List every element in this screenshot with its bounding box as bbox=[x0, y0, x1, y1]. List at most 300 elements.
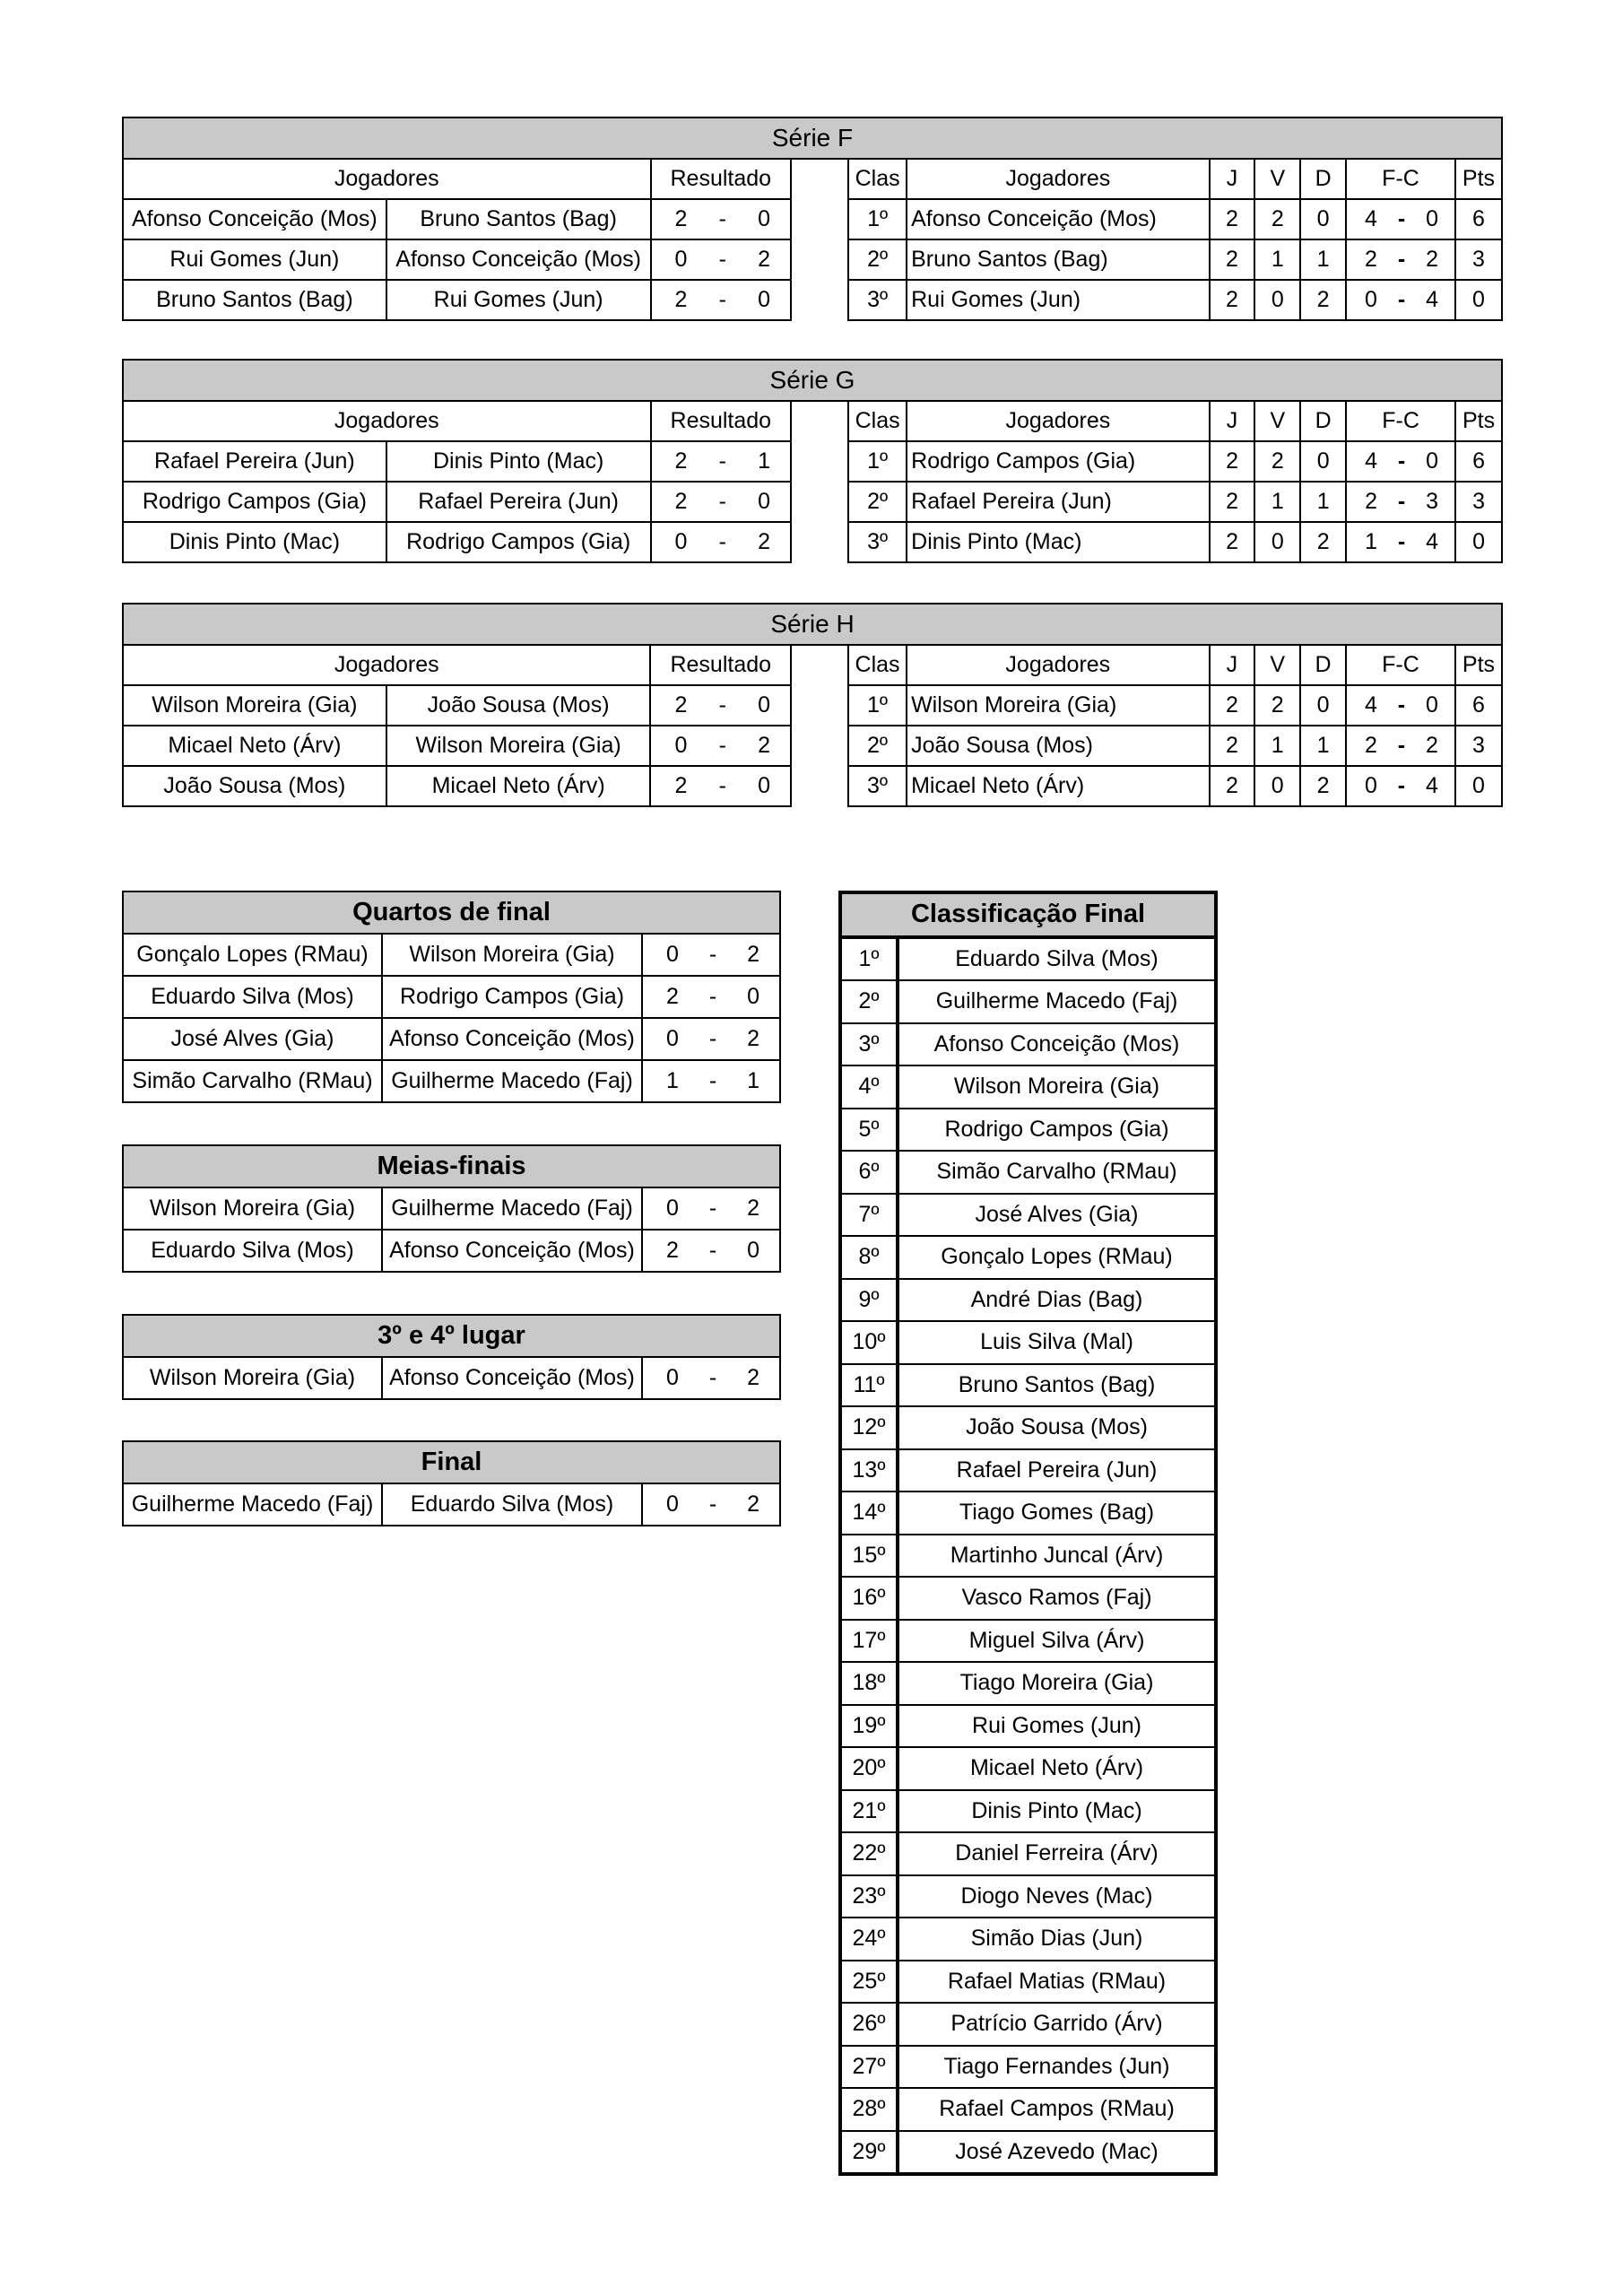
classification-player: Gonçalo Lopes (RMau) bbox=[898, 1236, 1216, 1279]
header-j: J bbox=[1210, 159, 1255, 199]
header-d: D bbox=[1300, 645, 1346, 685]
final-classification-table bbox=[838, 891, 1218, 2176]
series-row bbox=[123, 482, 1502, 522]
standing-position: 1º bbox=[848, 685, 907, 726]
score-separator: - bbox=[718, 287, 726, 312]
standing-position: 3º bbox=[848, 280, 907, 320]
classification-player: Rafael Pereira (Jun) bbox=[898, 1449, 1216, 1492]
series-row bbox=[123, 239, 1502, 280]
score bbox=[652, 489, 791, 515]
standing-j: 2 bbox=[1210, 239, 1255, 280]
standing-player: Wilson Moreira (Gia) bbox=[907, 685, 1209, 726]
series-row bbox=[123, 280, 1502, 320]
result-cell bbox=[651, 239, 792, 280]
classification-player: Wilson Moreira (Gia) bbox=[898, 1065, 1216, 1109]
score-separator: - bbox=[718, 206, 726, 231]
fc-value bbox=[1347, 206, 1454, 232]
score-home: 2 bbox=[666, 1238, 679, 1263]
goals-against: 4 bbox=[1426, 529, 1439, 554]
classification-row bbox=[840, 2046, 1216, 2089]
result-cell bbox=[642, 1230, 780, 1272]
standing-fc bbox=[1346, 685, 1455, 726]
score bbox=[652, 247, 791, 273]
standing-v: 1 bbox=[1254, 726, 1300, 766]
result-cell bbox=[642, 1357, 780, 1399]
classification-position: 23º bbox=[840, 1875, 898, 1918]
spacer-cell bbox=[791, 766, 848, 806]
goals-for: 4 bbox=[1365, 448, 1377, 474]
spacer-cell bbox=[791, 159, 848, 199]
goals-for: 2 bbox=[1365, 489, 1377, 514]
player-home: Eduardo Silva (Mos) bbox=[123, 1230, 382, 1272]
series-row bbox=[123, 441, 1502, 482]
score bbox=[643, 1492, 779, 1518]
goals-for: 2 bbox=[1365, 247, 1377, 272]
classification-player: Tiago Fernandes (Jun) bbox=[898, 2046, 1216, 2089]
standing-pts: 3 bbox=[1455, 482, 1502, 522]
classification-row bbox=[840, 1662, 1216, 1705]
match-row bbox=[123, 1018, 780, 1060]
semifinals-table bbox=[122, 1144, 781, 1273]
standing-pts: 3 bbox=[1455, 239, 1502, 280]
header-v: V bbox=[1254, 645, 1300, 685]
player-away: Rodrigo Campos (Gia) bbox=[382, 976, 642, 1018]
classification-position: 18º bbox=[840, 1662, 898, 1705]
classification-row bbox=[840, 1747, 1216, 1790]
classification-player: Rui Gomes (Jun) bbox=[898, 1705, 1216, 1748]
score bbox=[651, 692, 790, 718]
goals-against: 4 bbox=[1426, 287, 1438, 312]
result-cell bbox=[642, 1483, 780, 1526]
score-home: 1 bbox=[666, 1068, 679, 1093]
series-table bbox=[122, 603, 1503, 807]
goals-against: 3 bbox=[1426, 489, 1439, 514]
player-home: Afonso Conceição (Mos) bbox=[123, 199, 386, 239]
stage-title: Quartos de final bbox=[123, 891, 780, 934]
player-home: Micael Neto (Árv) bbox=[123, 726, 386, 766]
classification-player: Bruno Santos (Bag) bbox=[898, 1364, 1216, 1407]
score bbox=[651, 773, 790, 799]
match-row bbox=[123, 1230, 780, 1272]
header-result: Resultado bbox=[650, 645, 791, 685]
classification-position: 9º bbox=[840, 1279, 898, 1322]
player-away: Rodrigo Campos (Gia) bbox=[386, 522, 651, 562]
header-v: V bbox=[1254, 401, 1300, 441]
player-away: Afonso Conceição (Mos) bbox=[382, 1230, 642, 1272]
series-row bbox=[123, 685, 1502, 726]
classification-position: 24º bbox=[840, 1918, 898, 1961]
classification-row bbox=[840, 1961, 1216, 2004]
classification-row bbox=[840, 2088, 1216, 2131]
standing-j: 2 bbox=[1210, 766, 1255, 806]
classification-player: Luis Silva (Mal) bbox=[898, 1321, 1216, 1364]
score bbox=[643, 1026, 779, 1052]
fc-separator: - bbox=[1397, 448, 1406, 474]
result-cell bbox=[651, 441, 792, 482]
header-result: Resultado bbox=[651, 159, 792, 199]
score bbox=[643, 1068, 779, 1094]
classification-row bbox=[840, 2003, 1216, 2046]
standing-j: 2 bbox=[1210, 441, 1255, 482]
standing-v: 2 bbox=[1254, 441, 1300, 482]
standing-player: Dinis Pinto (Mac) bbox=[907, 522, 1209, 562]
standing-fc bbox=[1346, 441, 1455, 482]
fc-separator: - bbox=[1397, 287, 1406, 312]
goals-for: 4 bbox=[1365, 206, 1377, 231]
classification-player: João Sousa (Mos) bbox=[898, 1406, 1216, 1449]
standing-position: 1º bbox=[848, 199, 907, 239]
score-away: 1 bbox=[747, 1068, 760, 1093]
result-cell bbox=[651, 199, 792, 239]
fc-value bbox=[1347, 692, 1454, 718]
header-j: J bbox=[1210, 645, 1255, 685]
goals-for: 4 bbox=[1364, 692, 1377, 718]
score-away: 2 bbox=[758, 247, 771, 272]
series-row bbox=[123, 766, 1502, 806]
header-row bbox=[123, 401, 1502, 441]
standing-player: Afonso Conceição (Mos) bbox=[907, 199, 1209, 239]
standing-player: Rodrigo Campos (Gia) bbox=[907, 441, 1209, 482]
spacer-cell bbox=[791, 482, 848, 522]
player-home: Gonçalo Lopes (RMau) bbox=[123, 934, 382, 976]
score-away: 0 bbox=[747, 984, 760, 1009]
standing-v: 0 bbox=[1254, 522, 1300, 562]
standing-pts: 6 bbox=[1455, 685, 1502, 726]
classification-position: 19º bbox=[840, 1705, 898, 1748]
standing-v: 0 bbox=[1254, 766, 1300, 806]
score-away: 0 bbox=[758, 287, 771, 312]
classification-position: 14º bbox=[840, 1492, 898, 1535]
classification-title: Classificação Final bbox=[840, 892, 1216, 937]
match-row bbox=[123, 934, 780, 976]
classification-position: 29º bbox=[840, 2131, 898, 2175]
stage-title: Meias-finais bbox=[123, 1145, 780, 1187]
player-home: Dinis Pinto (Mac) bbox=[123, 522, 386, 562]
fc-value bbox=[1347, 247, 1454, 273]
header-fc: F-C bbox=[1346, 645, 1455, 685]
series-title-row bbox=[123, 604, 1502, 645]
fc-separator: - bbox=[1397, 206, 1406, 231]
player-away: João Sousa (Mos) bbox=[386, 685, 651, 726]
classification-player: Dinis Pinto (Mac) bbox=[898, 1790, 1216, 1833]
score-home: 0 bbox=[674, 247, 688, 272]
standing-position: 2º bbox=[848, 726, 907, 766]
score-separator: - bbox=[718, 773, 726, 798]
spacer-cell bbox=[791, 239, 848, 280]
match-row bbox=[123, 1187, 780, 1230]
series-table bbox=[122, 117, 1503, 321]
score-separator: - bbox=[708, 1196, 717, 1221]
player-home: José Alves (Gia) bbox=[123, 1018, 382, 1060]
standing-v: 1 bbox=[1254, 482, 1300, 522]
result-cell bbox=[650, 685, 791, 726]
classification-player: Tiago Moreira (Gia) bbox=[898, 1662, 1216, 1705]
standing-fc bbox=[1346, 199, 1455, 239]
standing-j: 2 bbox=[1210, 482, 1255, 522]
classification-row bbox=[840, 1194, 1216, 1237]
result-cell bbox=[651, 482, 792, 522]
standing-fc bbox=[1346, 239, 1455, 280]
quarterfinals-table bbox=[122, 891, 781, 1103]
header-d: D bbox=[1300, 159, 1346, 199]
standing-player: Rui Gomes (Jun) bbox=[907, 280, 1209, 320]
classification-position: 8º bbox=[840, 1236, 898, 1279]
match-row bbox=[123, 1060, 780, 1102]
score-home: 2 bbox=[674, 448, 688, 474]
score-separator: - bbox=[708, 1238, 717, 1263]
stage-title-row bbox=[123, 1315, 780, 1357]
classification-position: 25º bbox=[840, 1961, 898, 2004]
score-separator: - bbox=[708, 984, 717, 1009]
header-clas: Clas bbox=[848, 401, 907, 441]
classification-position: 20º bbox=[840, 1747, 898, 1790]
score-separator: - bbox=[708, 1492, 717, 1517]
classification-position: 3º bbox=[840, 1023, 898, 1066]
classification-row bbox=[840, 1832, 1216, 1875]
player-away: Wilson Moreira (Gia) bbox=[382, 934, 642, 976]
fc-value bbox=[1347, 287, 1454, 313]
score-home: 2 bbox=[674, 206, 688, 231]
third-place-table bbox=[122, 1314, 781, 1400]
standing-d: 1 bbox=[1300, 726, 1346, 766]
header-players: Jogadores bbox=[123, 645, 650, 685]
series-row bbox=[123, 726, 1502, 766]
result-cell bbox=[651, 522, 792, 562]
player-home: Rafael Pereira (Jun) bbox=[123, 441, 386, 482]
player-away: Guilherme Macedo (Faj) bbox=[382, 1060, 642, 1102]
standing-fc bbox=[1346, 522, 1455, 562]
stage-title-row bbox=[123, 891, 780, 934]
standing-v: 0 bbox=[1254, 280, 1300, 320]
result-cell bbox=[642, 1018, 780, 1060]
header-v: V bbox=[1254, 159, 1300, 199]
classification-player: Miguel Silva (Árv) bbox=[898, 1620, 1216, 1663]
header-clas: Clas bbox=[848, 645, 907, 685]
score-away: 2 bbox=[747, 1492, 760, 1517]
fc-value bbox=[1347, 733, 1454, 759]
score-away: 0 bbox=[758, 692, 770, 718]
standing-d: 2 bbox=[1300, 522, 1346, 562]
standing-fc bbox=[1346, 280, 1455, 320]
stage-title-row bbox=[123, 1145, 780, 1187]
classification-position: 11º bbox=[840, 1364, 898, 1407]
score-separator: - bbox=[708, 1068, 717, 1093]
classification-player: José Alves (Gia) bbox=[898, 1194, 1216, 1237]
header-j: J bbox=[1210, 401, 1255, 441]
classification-player: Guilherme Macedo (Faj) bbox=[898, 980, 1216, 1023]
spacer-cell bbox=[791, 441, 848, 482]
score-away: 2 bbox=[747, 1365, 759, 1390]
classification-player: Martinho Juncal (Árv) bbox=[898, 1535, 1216, 1578]
classification-position: 7º bbox=[840, 1194, 898, 1237]
classification-position: 2º bbox=[840, 980, 898, 1023]
player-away: Wilson Moreira (Gia) bbox=[386, 726, 651, 766]
result-cell bbox=[651, 280, 792, 320]
classification-row bbox=[840, 1151, 1216, 1194]
score bbox=[643, 984, 779, 1010]
score bbox=[652, 287, 791, 313]
series-title: Série G bbox=[123, 360, 1502, 401]
classification-player: Diogo Neves (Mac) bbox=[898, 1875, 1216, 1918]
score-home: 2 bbox=[674, 773, 688, 798]
score-away: 2 bbox=[758, 529, 771, 554]
score bbox=[643, 1365, 779, 1391]
score-away: 0 bbox=[758, 489, 771, 514]
series-table bbox=[122, 359, 1503, 563]
spacer-cell bbox=[791, 645, 848, 685]
standing-position: 2º bbox=[848, 482, 907, 522]
score bbox=[652, 448, 791, 474]
classification-position: 6º bbox=[840, 1151, 898, 1194]
score-home: 0 bbox=[666, 1492, 679, 1517]
classification-position: 21º bbox=[840, 1790, 898, 1833]
score-home: 0 bbox=[666, 1365, 679, 1390]
standing-d: 1 bbox=[1300, 482, 1346, 522]
classification-player: Eduardo Silva (Mos) bbox=[898, 937, 1216, 981]
classification-row bbox=[840, 1705, 1216, 1748]
header-pts: Pts bbox=[1455, 401, 1502, 441]
player-home: Simão Carvalho (RMau) bbox=[123, 1060, 382, 1102]
header-clas: Clas bbox=[848, 159, 907, 199]
result-cell bbox=[650, 726, 791, 766]
header-row bbox=[123, 159, 1502, 199]
header-fc: F-C bbox=[1346, 401, 1455, 441]
score-separator: - bbox=[718, 448, 726, 474]
result-cell bbox=[642, 976, 780, 1018]
goals-against: 0 bbox=[1426, 692, 1438, 718]
classification-position: 17º bbox=[840, 1620, 898, 1663]
player-home: Wilson Moreira (Gia) bbox=[123, 1187, 382, 1230]
classification-position: 4º bbox=[840, 1065, 898, 1109]
classification-player: José Azevedo (Mac) bbox=[898, 2131, 1216, 2175]
score-away: 0 bbox=[747, 1238, 759, 1263]
standing-position: 1º bbox=[848, 441, 907, 482]
score-home: 2 bbox=[674, 287, 688, 312]
classification-player: Simão Dias (Jun) bbox=[898, 1918, 1216, 1961]
spacer-cell bbox=[791, 280, 848, 320]
player-away: Dinis Pinto (Mac) bbox=[386, 441, 651, 482]
classification-player: Micael Neto (Árv) bbox=[898, 1747, 1216, 1790]
standing-player: Rafael Pereira (Jun) bbox=[907, 482, 1209, 522]
header-row bbox=[123, 645, 1502, 685]
standing-v: 2 bbox=[1254, 199, 1300, 239]
classification-row bbox=[840, 1620, 1216, 1663]
header-result: Resultado bbox=[651, 401, 792, 441]
goals-against: 0 bbox=[1426, 206, 1438, 231]
classification-row bbox=[840, 1109, 1216, 1152]
classification-position: 28º bbox=[840, 2088, 898, 2131]
standing-j: 2 bbox=[1210, 685, 1255, 726]
classification-player: Rafael Matias (RMau) bbox=[898, 1961, 1216, 2004]
classification-row bbox=[840, 1023, 1216, 1066]
header-d: D bbox=[1300, 401, 1346, 441]
score-separator: - bbox=[718, 489, 726, 514]
player-home: Rodrigo Campos (Gia) bbox=[123, 482, 386, 522]
fc-separator: - bbox=[1397, 489, 1406, 514]
score-home: 0 bbox=[674, 733, 688, 758]
score-separator: - bbox=[718, 692, 726, 718]
goals-against: 2 bbox=[1426, 733, 1438, 758]
score-separator: - bbox=[718, 733, 726, 758]
score-home: 0 bbox=[666, 1026, 679, 1051]
header-fc: F-C bbox=[1346, 159, 1455, 199]
series-title: Série F bbox=[123, 117, 1502, 159]
classification-position: 26º bbox=[840, 2003, 898, 2046]
classification-position: 10º bbox=[840, 1321, 898, 1364]
goals-against: 4 bbox=[1426, 773, 1438, 798]
classification-row bbox=[840, 2131, 1216, 2175]
spacer-cell bbox=[791, 685, 848, 726]
classification-player: Rodrigo Campos (Gia) bbox=[898, 1109, 1216, 1152]
standing-pts: 6 bbox=[1455, 441, 1502, 482]
classification-player: Rafael Campos (RMau) bbox=[898, 2088, 1216, 2131]
result-cell bbox=[642, 1187, 780, 1230]
classification-player: Simão Carvalho (RMau) bbox=[898, 1151, 1216, 1194]
player-away: Eduardo Silva (Mos) bbox=[382, 1483, 642, 1526]
player-away: Afonso Conceição (Mos) bbox=[382, 1357, 642, 1399]
stage-title-row bbox=[123, 1441, 780, 1483]
classification-player: André Dias (Bag) bbox=[898, 1279, 1216, 1322]
classification-position: 27º bbox=[840, 2046, 898, 2089]
standing-j: 2 bbox=[1210, 199, 1255, 239]
classification-row bbox=[840, 1236, 1216, 1279]
player-home: Guilherme Macedo (Faj) bbox=[123, 1483, 382, 1526]
fc-value bbox=[1347, 773, 1454, 799]
classification-row bbox=[840, 1492, 1216, 1535]
fc-separator: - bbox=[1397, 247, 1406, 272]
goals-against: 0 bbox=[1426, 448, 1439, 474]
match-row bbox=[123, 1483, 780, 1526]
standing-d: 2 bbox=[1300, 280, 1346, 320]
score bbox=[643, 1196, 779, 1222]
score-away: 2 bbox=[758, 733, 770, 758]
fc-separator: - bbox=[1397, 692, 1406, 718]
score-home: 2 bbox=[674, 489, 688, 514]
classification-row bbox=[840, 1790, 1216, 1833]
player-away: Rafael Pereira (Jun) bbox=[386, 482, 651, 522]
classification-row bbox=[840, 937, 1216, 981]
classification-position: 13º bbox=[840, 1449, 898, 1492]
player-away: Afonso Conceição (Mos) bbox=[382, 1018, 642, 1060]
result-cell bbox=[650, 766, 791, 806]
classification-row bbox=[840, 1321, 1216, 1364]
player-home: João Sousa (Mos) bbox=[123, 766, 386, 806]
classification-position: 16º bbox=[840, 1577, 898, 1620]
score-home: 2 bbox=[666, 984, 679, 1009]
classification-row bbox=[840, 1364, 1216, 1407]
player-away: Micael Neto (Árv) bbox=[386, 766, 651, 806]
standing-d: 0 bbox=[1300, 441, 1346, 482]
player-home: Wilson Moreira (Gia) bbox=[123, 1357, 382, 1399]
score-separator: - bbox=[708, 1026, 717, 1051]
standing-player: Bruno Santos (Bag) bbox=[907, 239, 1209, 280]
standing-v: 2 bbox=[1254, 685, 1300, 726]
classification-position: 22º bbox=[840, 1832, 898, 1875]
score bbox=[652, 206, 791, 232]
spacer-cell bbox=[791, 522, 848, 562]
score-away: 2 bbox=[747, 1196, 759, 1221]
score bbox=[643, 1238, 779, 1264]
result-cell bbox=[642, 1060, 780, 1102]
goals-for: 1 bbox=[1365, 529, 1377, 554]
fc-value bbox=[1347, 489, 1454, 515]
header-players-standings: Jogadores bbox=[907, 401, 1209, 441]
standing-pts: 3 bbox=[1455, 726, 1502, 766]
fc-value bbox=[1347, 529, 1454, 555]
standing-fc bbox=[1346, 726, 1455, 766]
standing-j: 2 bbox=[1210, 280, 1255, 320]
player-away: Bruno Santos (Bag) bbox=[386, 199, 651, 239]
